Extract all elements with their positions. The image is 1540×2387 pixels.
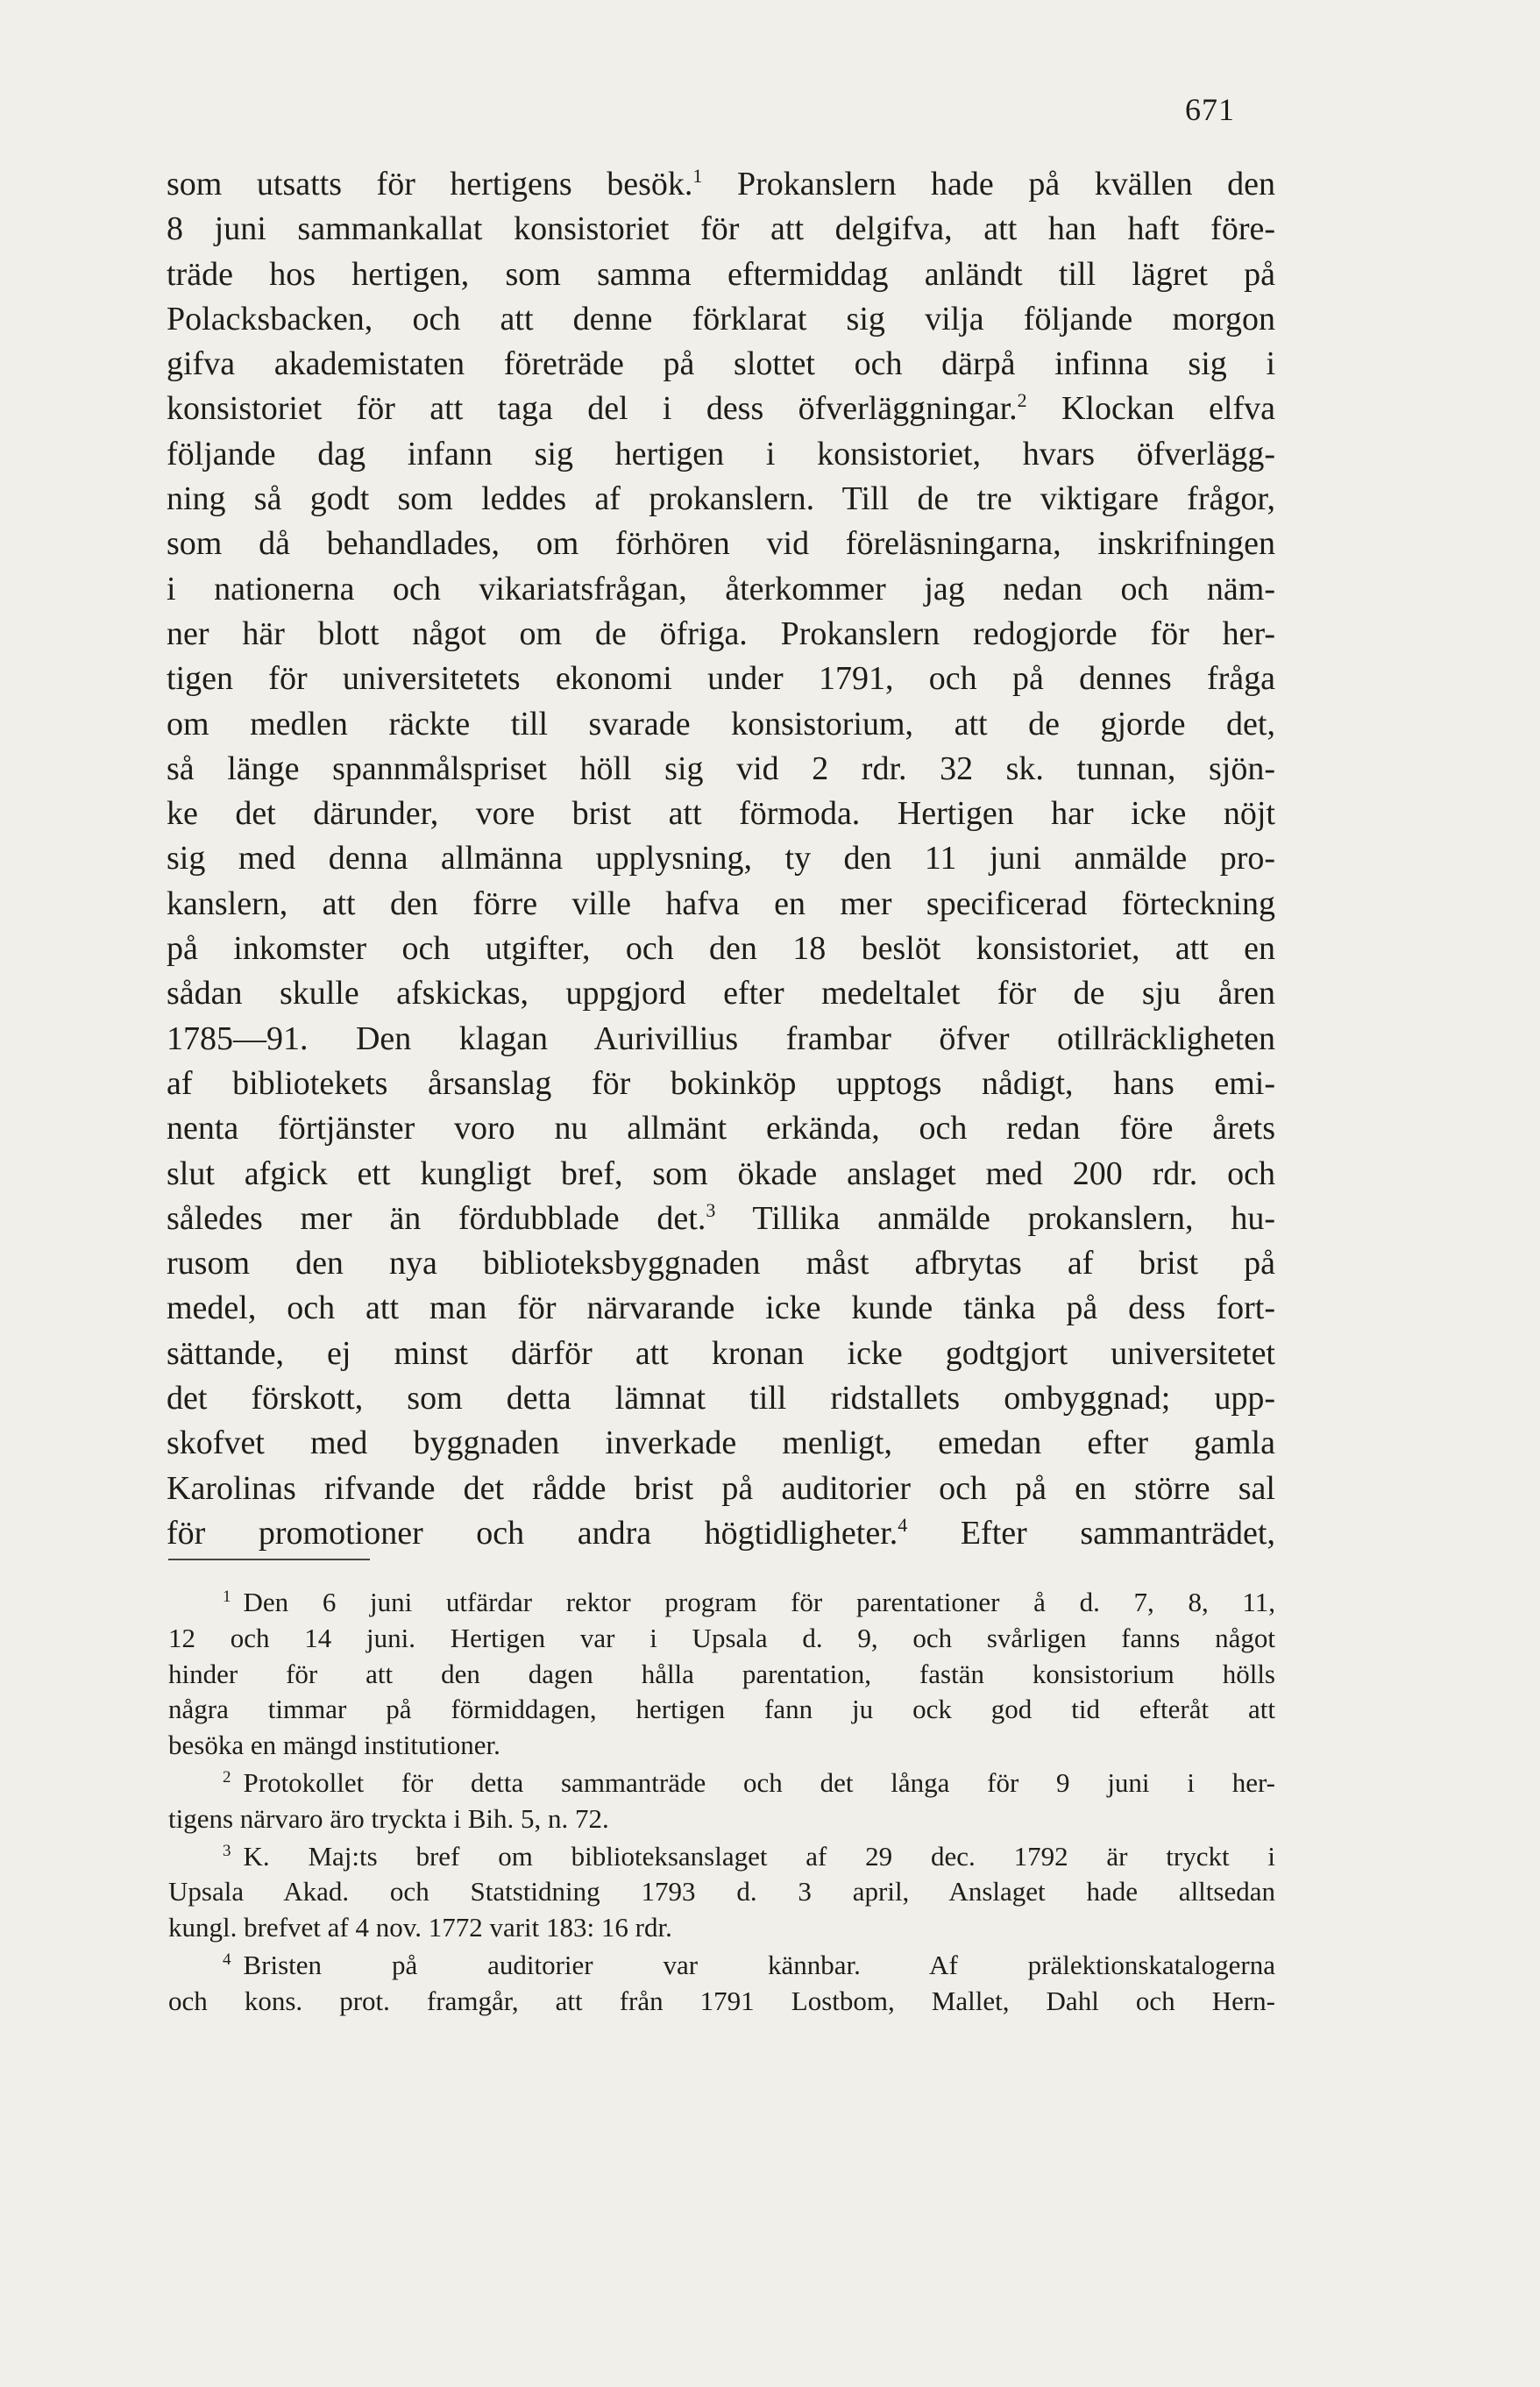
body-text xyxy=(167,162,1275,1556)
footnote-line xyxy=(168,1984,1275,2020)
body-line xyxy=(167,1376,1275,1421)
body-line xyxy=(167,387,1275,431)
body-line xyxy=(167,971,1275,1016)
footnote-line xyxy=(168,1765,1275,1801)
body-line-text: det förskott, som detta lämnat till ridstallets ombyggnad; upp- xyxy=(167,1380,1275,1417)
body-line xyxy=(167,162,1275,207)
body-line-text: sättande, ej minst därför att kronan icke godtgjort universitetet xyxy=(167,1334,1275,1372)
footnote-reference: 3 xyxy=(706,1198,716,1221)
body-line xyxy=(167,252,1275,297)
body-line xyxy=(167,522,1275,566)
body-line xyxy=(167,1017,1275,1062)
footnote-mark: 1 xyxy=(223,1588,231,1606)
body-line xyxy=(167,1106,1275,1151)
body-line xyxy=(167,207,1275,252)
body-line-text: om medlen räckte till svarade konsistorium, att de gjorde det, xyxy=(167,705,1275,742)
footnote-mark: 3 xyxy=(223,1841,231,1860)
body-line xyxy=(167,612,1275,657)
body-line-text: följande dag infann sig hertigen i konsistoriet, hvars öfverlägg- xyxy=(167,435,1275,472)
body-line xyxy=(167,1241,1275,1286)
footnote-line xyxy=(168,1874,1275,1910)
body-line-text: som då behandlades, om förhören vid föreläsningarna, inskrifningen xyxy=(167,525,1275,563)
body-line-text: 1785—91. Den klagan Aurivillius frambar öfver otillräckligheten xyxy=(167,1019,1275,1057)
body-line xyxy=(167,882,1275,927)
body-line xyxy=(167,1197,1275,1241)
footnote-divider xyxy=(168,1559,370,1560)
body-line-text: för promotioner och andra högtidligheter. xyxy=(167,1514,898,1552)
body-line xyxy=(167,1152,1275,1197)
footnote-line-text: kungl. brefvet af 4 nov. 1772 varit 183: 16 rdr. xyxy=(168,1912,672,1943)
body-line xyxy=(167,1511,1275,1556)
body-line xyxy=(167,1062,1275,1106)
footnote-line xyxy=(168,1839,1275,1875)
body-line xyxy=(167,1421,1275,1466)
body-line xyxy=(167,657,1275,701)
footnote-line xyxy=(168,1585,1275,1621)
body-line-text: nenta förtjänster voro nu allmänt erkända, och redan före årets xyxy=(167,1110,1275,1147)
body-line-text: konsistoriet för att taga del i dess öfverläggningar. xyxy=(167,390,1018,428)
body-line-text: skofvet med byggnaden inverkade menligt, emedan efter gamla xyxy=(167,1424,1275,1462)
body-line-text: af bibliotekets årsanslag för bokinköp upptogs nådigt, hans emi- xyxy=(167,1064,1275,1102)
body-line-text: gifva akademistaten företräde på slottet och därpå infinna sig i xyxy=(167,345,1275,383)
footnote-line-text: Protokollet för detta sammanträde och det långa för 9 juni i her- xyxy=(243,1766,1275,1798)
body-line-text: således mer än fördubblade det. xyxy=(167,1199,706,1237)
footnotes xyxy=(168,1585,1275,2021)
body-line-text: sig med denna allmänna upplysning, ty den 11 juni anmälde pro- xyxy=(167,840,1275,877)
footnote-line xyxy=(168,1910,1275,1946)
footnote-line-text: tigens närvaro äro tryckta i Bih. 5, n. 72. xyxy=(168,1802,609,1834)
footnote-line-text: hinder för att den dagen hålla parentation, fastän konsistorium hölls xyxy=(168,1658,1275,1689)
footnote-line xyxy=(168,1621,1275,1657)
body-line-text: Karolinas rifvande det rådde brist på auditorier och på en större sal xyxy=(167,1469,1275,1507)
body-line xyxy=(167,927,1275,971)
body-line xyxy=(167,432,1275,477)
footnote-reference: 1 xyxy=(692,165,703,187)
body-line-text: träde hos hertigen, som samma eftermiddag anländt till lägret på xyxy=(167,255,1275,293)
body-line-text: tigen för universitetets ekonomi under 1791, och på dennes fråga xyxy=(167,660,1275,698)
body-line-text: 8 juni sammankallat konsistoriet för att delgifva, att han haft före- xyxy=(167,210,1275,248)
body-line-text: Polacksbacken, och att denne förklarat sig vilja följande morgon xyxy=(167,300,1275,337)
body-line-text: slut afgick ett kungligt bref, som ökade anslaget med 200 rdr. och xyxy=(167,1154,1275,1192)
body-line-text: Prokanslern hade på kvällen den xyxy=(702,166,1275,202)
footnote-mark: 2 xyxy=(223,1767,231,1787)
body-line-text: Tillika anmälde prokanslern, hu- xyxy=(715,1199,1275,1237)
footnote-line-text: Den 6 juni utfärdar rektor program för parentationer å d. 7, 8, 11, xyxy=(243,1587,1275,1617)
footnote-mark: 4 xyxy=(223,1950,231,1969)
footnote xyxy=(168,1585,1275,1764)
body-line-text: medel, och att man för närvarande icke kunde tänka på dess fort- xyxy=(167,1289,1275,1327)
body-line xyxy=(167,1467,1275,1511)
body-line-text: Efter sammanträdet, xyxy=(907,1514,1275,1552)
page-number: 671 xyxy=(1185,92,1235,127)
footnote-line xyxy=(168,1692,1275,1728)
body-line xyxy=(167,477,1275,522)
body-line xyxy=(167,792,1275,836)
footnote-reference: 2 xyxy=(1017,389,1027,412)
footnote-line xyxy=(168,1801,1275,1837)
body-line-text: Klockan elfva xyxy=(1026,390,1275,428)
body-line xyxy=(167,567,1275,612)
footnote xyxy=(168,1839,1275,1946)
footnote-line xyxy=(168,1948,1275,1984)
footnote-line-text: några timmar på förmiddagen, hertigen fann ju ock god tid efteråt att xyxy=(168,1694,1275,1725)
footnote-line-text: Upsala Akad. och Statstidning 1793 d. 3 april, Anslaget hade alltsedan xyxy=(168,1876,1275,1907)
footnote-line-text: Bristen på auditorier var kännbar. Af prälektionskatalogerna xyxy=(243,1949,1275,1980)
body-line xyxy=(167,297,1275,342)
body-line-text: ke det därunder, vore brist att förmoda. Hertigen har icke nöjt xyxy=(167,795,1275,833)
body-line-text: sådan skulle afskickas, uppgjord efter medeltalet för de sju åren xyxy=(167,975,1275,1012)
body-line xyxy=(167,747,1275,792)
footnote-line-text: 12 och 14 juni. Hertigen var i Upsala d. 9, och svårligen fanns något xyxy=(168,1622,1275,1653)
footnote xyxy=(168,1765,1275,1837)
body-line-text: kanslern, att den förre ville hafva en mer specificerad förteckning xyxy=(167,884,1275,922)
body-line xyxy=(167,1332,1275,1376)
body-line-text: rusom den nya biblioteksbyggnaden måst afbrytas af brist på xyxy=(167,1245,1275,1282)
footnote xyxy=(168,1948,1275,2020)
body-line xyxy=(167,342,1275,387)
footnote-reference: 4 xyxy=(898,1513,908,1536)
body-line-text: ner här blott något om de öfriga. Prokanslern redogjorde för her- xyxy=(167,615,1275,652)
body-line-text: ning så godt som leddes af prokanslern. Till de tre viktigare frågor, xyxy=(167,480,1275,518)
body-line-text: så länge spannmålspriset höll sig vid 2 rdr. 32 sk. tunnan, sjön- xyxy=(167,749,1275,787)
body-line-text: som utsatts för hertigens besök. xyxy=(167,166,693,202)
footnote-line-text: och kons. prot. framgår, att från 1791 Lostbom, Mallet, Dahl och Hern- xyxy=(168,1985,1275,2016)
body-line xyxy=(167,836,1275,881)
footnote-line-text: besöka en mängd institutioner. xyxy=(168,1730,500,1761)
footnote-line xyxy=(168,1657,1275,1693)
footnote-line-text: K. Maj:ts bref om biblioteksanslaget af 29 dec. 1792 är tryckt i xyxy=(243,1840,1275,1872)
body-line xyxy=(167,702,1275,747)
body-line-text: i nationerna och vikariatsfrågan, återkommer jag nedan och näm- xyxy=(167,570,1275,607)
body-line-text: på inkomster och utgifter, och den 18 beslöt konsistoriet, att en xyxy=(167,930,1275,968)
body-line xyxy=(167,1286,1275,1331)
footnote-line xyxy=(168,1728,1275,1764)
